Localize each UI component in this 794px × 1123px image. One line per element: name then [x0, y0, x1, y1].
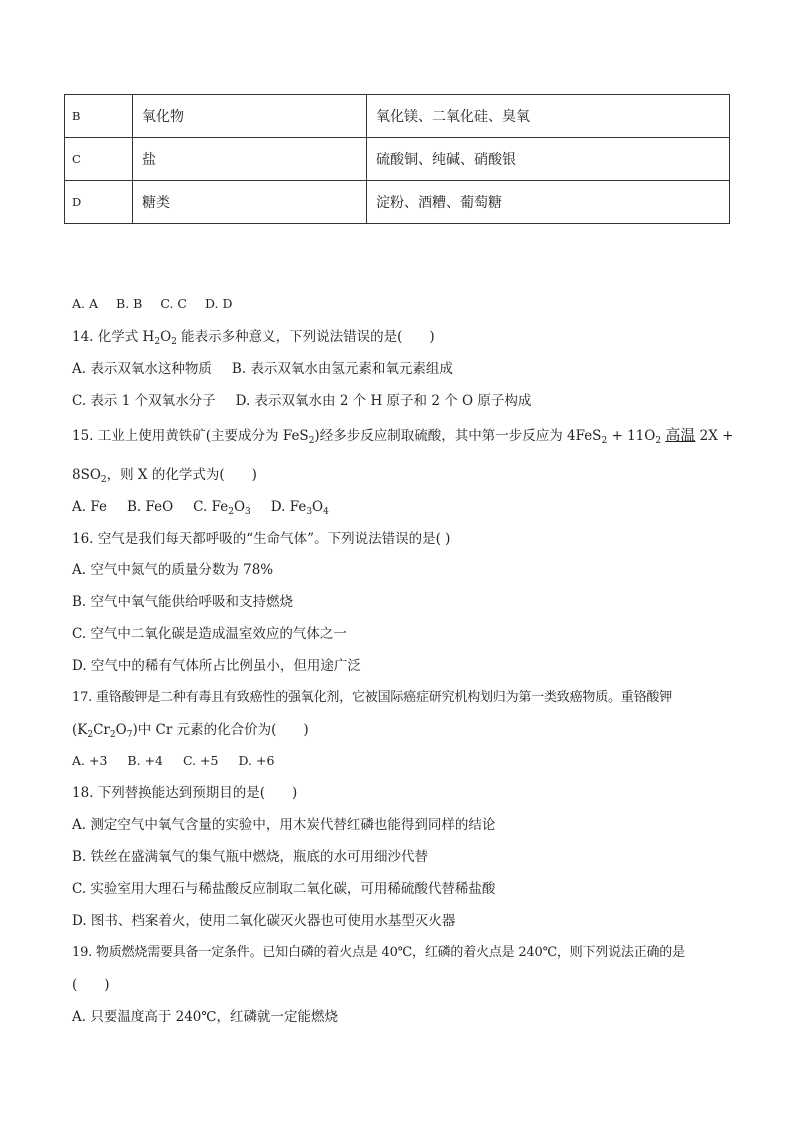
option-text: O [233, 499, 246, 515]
q17-option-b: B. +4 [127, 753, 163, 768]
q13-option-a: A. A [72, 296, 99, 311]
q15-option-d [271, 499, 329, 515]
q15-stem-line2 [72, 466, 257, 484]
q17-stem: 17. 重铬酸钾是二种有毒且有致癌性的强氧化剂，它被国际癌症研究机构划归为第一类致癌物质。重铬酸钾 [72, 690, 673, 705]
q15-option-c [193, 499, 251, 515]
q14-stem-text: O [160, 329, 172, 345]
q15-stem-text: )经多步反应制取硫酸，其中第一步反应为 4FeS [314, 428, 602, 444]
q18-stem: 18. 下列替换能达到预期目的是( ) [72, 785, 298, 801]
row-key: B [65, 95, 133, 138]
q18-option-d: D. 图书、档案着火，使用二氧化碳灭火器也可使用水基型灭火器 [72, 913, 456, 929]
q19-answer-paren: ( ) [72, 977, 110, 993]
q15-stem-text: 8SO [72, 467, 101, 483]
q17-stem-line2 [72, 721, 309, 739]
table-row [65, 138, 730, 181]
q17-options [72, 752, 274, 770]
q14-option-c: C. 表示 1 个双氧水分子 [72, 393, 216, 409]
subscript: 2 [308, 436, 315, 446]
q15-option-a: A. Fe [72, 499, 107, 515]
row-category: 盐 [133, 138, 367, 181]
q18-option-c: C. 实验室用大理石与稀盐酸反应制取二氧化碳，可用稀硫酸代替稀盐酸 [72, 881, 496, 897]
q15-stem-text: 2X + [695, 428, 734, 444]
q18-option-b: B. 铁丝在盛满氧气的集气瓶中燃烧，瓶底的水可用细沙代替 [72, 849, 429, 865]
subscript: 2 [601, 436, 608, 446]
q15-stem-text: ，则 X 的化学式为( ) [106, 467, 257, 483]
q17-option-c: C. +5 [182, 753, 219, 768]
q16-option-b: B. 空气中氧气能供给呼吸和支持燃烧 [72, 594, 294, 610]
row-category: 糖类 [133, 181, 367, 224]
reaction-condition: 高温 [665, 426, 696, 444]
q17-stem-text: O [115, 722, 127, 738]
q13-option-d: D. D [204, 296, 233, 311]
q14-stem-text: 能表示多种意义，下列说法错误的是( ) [176, 329, 435, 345]
q16-option-a: A. 空气中氮气的质量分数为 78% [72, 562, 274, 578]
subscript: 2 [228, 507, 234, 517]
table-row [65, 95, 730, 138]
subscript: 2 [154, 337, 161, 347]
q17-stem-text: Cr [93, 722, 110, 738]
q16-option-c: C. 空气中二氧化碳是造成温室效应的气体之一 [72, 626, 347, 642]
q17-option-a: A. +3 [72, 753, 108, 768]
option-text: C. Fe [193, 499, 229, 515]
table-row [65, 181, 730, 224]
subscript: 3 [245, 507, 251, 517]
subscript: 7 [126, 730, 133, 740]
subscript: 2 [171, 337, 177, 347]
q15-stem [72, 426, 733, 445]
q19-stem: 19. 物质燃烧需要具备一定条件。已知白磷的着火点是 40℃，红磷的着火点是 240℃，则下列说法正确的是 [72, 945, 685, 960]
q14-stem-text: 14. 化学式 H [72, 329, 155, 345]
row-examples: 硫酸铜、纯碱、硝酸银 [367, 138, 730, 181]
row-key: D [65, 181, 133, 224]
q14-options-row2 [72, 392, 531, 410]
q14-option-d: D. 表示双氧水由 2 个 H 原子和 2 个 O 原子构成 [235, 393, 532, 409]
q14-options-row1 [72, 360, 453, 378]
row-examples: 氧化镁、二氧化硅、臭氧 [367, 95, 730, 138]
q16-stem: 16. 空气是我们每天都呼吸的“生命气体”。下列说法错误的是( ) [72, 531, 451, 547]
q19-option-a: A. 只要温度高于 240℃，红磷就一定能燃烧 [72, 1009, 338, 1025]
q16-option-d: D. 空气中的稀有气体所占比例虽小，但用途广泛 [72, 658, 361, 674]
row-key: C [65, 138, 133, 181]
q13-option-c: C. C [160, 296, 187, 311]
subscript: 2 [109, 730, 116, 740]
q14-option-b: B. 表示双氧水由氢元素和氧元素组成 [231, 361, 453, 377]
q15-stem-text: 15. 工业上使用黄铁矿(主要成分为 FeS [72, 428, 309, 444]
q13-option-b: B. B [116, 296, 143, 311]
subscript: 4 [323, 507, 329, 517]
q15-option-b: B. FeO [126, 499, 174, 515]
q15-stem-text: + 11O [607, 428, 656, 444]
subscript: 3 [306, 507, 313, 517]
q14-option-a: A. 表示双氧水这种物质 [72, 361, 212, 377]
classification-table [64, 94, 730, 224]
q14-stem [72, 328, 435, 346]
row-category: 氧化物 [133, 95, 367, 138]
q18-option-a: A. 测定空气中氧气含量的实验中，用木炭代替红磷也能得到同样的结论 [72, 817, 496, 833]
q15-options [72, 498, 329, 516]
row-examples: 淀粉、酒糟、葡萄糖 [367, 181, 730, 224]
q17-stem-text: )中 Cr 元素的化合价为( ) [132, 722, 309, 738]
subscript: 2 [655, 436, 662, 446]
option-text: O [312, 499, 324, 515]
option-text: D. Fe [270, 499, 307, 515]
q17-stem-text: (K [72, 722, 88, 738]
q13-options [72, 295, 233, 313]
q17-option-d: D. +6 [238, 753, 275, 768]
subscript: 2 [100, 475, 107, 485]
subscript: 2 [87, 730, 94, 740]
